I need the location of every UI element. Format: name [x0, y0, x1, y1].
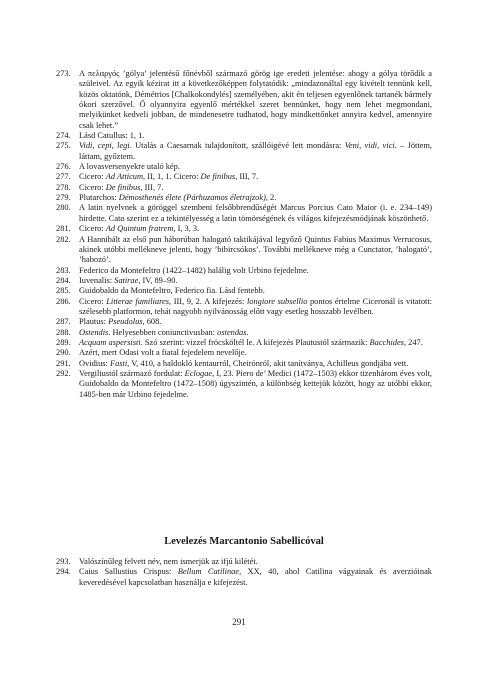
endnote-text: . — [246, 327, 249, 337]
endnote-italic-text: Ad Quintum fratrem — [105, 224, 174, 234]
endnote-text: Federico da Montefeltro (1422–1482) halálig volt Urbino fejedelme. — [79, 265, 309, 275]
endnote — [56, 224, 432, 234]
endnote — [56, 266, 432, 276]
endnote-italic-text: Satirae — [114, 275, 139, 285]
endnote-number: 281. — [56, 224, 71, 234]
endnote-number: 289. — [56, 337, 71, 347]
endnote-number: 292. — [56, 368, 71, 378]
endnote-text: A Hannibált az első pun háborúban halogató taktikájával legyőző Quintus Fabius Maximus Verrucosus, akinek utóbbi melléknevе jelenti, hogy ’bibircsókos’. További mellékneve még a Cunctator, ’halogató’, ’habozó’. — [79, 234, 432, 265]
endnote — [56, 172, 432, 182]
endnote-text: , 608. — [142, 317, 162, 327]
endnote — [56, 317, 432, 327]
endnote-text: , I, 3, 3. — [173, 224, 200, 234]
endnote-text: Plautus: — [79, 317, 109, 327]
endnote-number: 286. — [56, 296, 71, 306]
endnote-italic-text: Veni, vidi, vici — [344, 141, 395, 151]
endnote-italic-text: De finibus — [200, 172, 236, 182]
endnote-italic-text: De finibus — [105, 182, 141, 192]
endnote-italic-text: longiore subsellio — [246, 296, 308, 306]
endnote-text: A latin nyelvnek a göröggel szembeni felsőbbrendűségét Marcus Porcius Cato Maior (i. e. 234–149) hirdette. Cato szerint ez a tekintélyesség a latin tömörségének és világos kifejezésmódjának köszönhető. — [79, 203, 432, 223]
endnote-text: , I, 23. Piero de’ Medici (1472–1503) ekkor tizenhárom éves volt, Guidobaldo da Montefeltro (1472–1508) úgyszintén, a különbség kettejük között, hogy az utóbbi ekkor, 1485-ben már Urbino fejedelme. — [79, 368, 432, 399]
endnote-text: pontos értelme Ciceronál is vitatott: szélesebb platformon, tehát nagyobb nyilvánosság előtt vagy esetleg hosszabb levélben. — [79, 296, 433, 316]
endnote-text: Cicero: — [79, 182, 106, 192]
endnote-number: 277. — [56, 172, 71, 182]
endnote-text: Ovidius: — [79, 358, 110, 368]
endnote — [56, 348, 432, 358]
endnote-number: 288. — [56, 327, 71, 337]
endnote-text: . – Jöttem, láttam, győztem. — [79, 141, 432, 161]
endnote-text: Caius Sallustius Crispus: — [79, 567, 178, 577]
endnote-italic-text: Ad Atticum — [105, 172, 144, 182]
endnote-text: , 2. — [265, 193, 277, 203]
endnote-text: Vergiliustól származó fordulat: — [79, 368, 185, 378]
endnote-number: 284. — [56, 275, 71, 285]
endnote — [56, 338, 432, 348]
endnote — [56, 297, 432, 318]
endnote — [56, 235, 432, 266]
endnote — [56, 567, 432, 588]
endnote-number: 291. — [56, 358, 71, 368]
endnote-number: 278. — [56, 182, 71, 192]
section-heading: Levelezés Marcantonio Sabellicóval — [164, 536, 324, 547]
endnote-text: Plutarchos: — [79, 193, 119, 203]
endnote-italic-text: Eclogae — [184, 368, 213, 378]
endnote — [56, 183, 432, 193]
endnote-text: , II, 1, 1. Cicero: — [143, 172, 201, 182]
endnote-number: 293. — [56, 557, 71, 566]
endnote-text: , V, 410, a haldokló kentaurról, Cheirónról, akit tanítványa, Achilleus gondjába vett. — [127, 358, 409, 368]
endnote-italic-text: Fasti — [109, 358, 128, 368]
endnote-text: , IV, 89–90. — [138, 275, 178, 285]
endnote-number: 283. — [56, 265, 71, 275]
endnote-text: Lásd Catullus: 1, 1. — [79, 131, 145, 141]
endnote — [56, 328, 432, 338]
endnote — [56, 203, 432, 224]
endnote-italic-text: Bellum Catilinae — [177, 567, 240, 577]
endnote-italic-text: ostendas — [217, 327, 247, 337]
endnote-text: . Helyesebben coniunctivusban: — [108, 327, 218, 337]
endnote — [56, 286, 432, 296]
endnote-italic-text: Acquam aspersisti — [79, 337, 141, 347]
endnote-text: Guidobaldo da Montefeltro, Federico fia. Lásd fentebb. — [79, 286, 265, 296]
endnote-number: 280. — [56, 203, 71, 213]
endnote-italic-text: Démosthenés élete (Párhuzamos életrajzok) — [118, 193, 266, 203]
endnote — [56, 141, 432, 162]
endnotes-list-continued — [56, 557, 432, 588]
endnote-italic-text: Pseudolus — [108, 317, 143, 327]
endnote-text: Valószínűleg felvett név, nem ismerjük az ifjú kilétét. — [79, 557, 258, 566]
endnote-text: Azért, mert Odasi volt a fiatal fejedelem nevelője. — [79, 348, 247, 358]
endnote-text: Cicero: — [79, 224, 106, 234]
endnote-text: , III, 9, 2. A kifejezés: — [169, 296, 247, 306]
endnote — [56, 69, 432, 131]
endnote-italic-text: Vidi, cepi, legi — [79, 141, 130, 151]
endnote-text: . Szó szerint: vizzel fröcsköltél le. A kifejezés Plautustól származik: — [140, 337, 370, 347]
endnote-number: 273. — [56, 69, 71, 78]
endnote — [56, 359, 432, 369]
endnote-text: , III, 7. — [235, 172, 259, 182]
endnote-number: 294. — [56, 567, 71, 577]
endnote-number: 275. — [56, 141, 71, 151]
endnote-number: 279. — [56, 193, 71, 203]
endnote — [56, 193, 432, 203]
endnote-italic-text: Ostendis — [79, 327, 109, 337]
endnote-text: A πελαργός ’gólya’ jelentésű főnévből származó görög ige eredeti jelentése: ahogy a gólya törődik a szüleivel. Az egyik kézirat itt a következőképpen folytatódik: „mindazonáltal egy kivételt tennünk kell, közös oktatónk, Démétrios [Chalkokondylés] személyében, akit én teljesen egyenlőnek tartanék bármely ókori szerzővel. Ő olyannyira egyenlő mértékkel szeret bennünket, hogy nem lehet megmondani, melyikünket kedveli jobban, de mindenesetre tudhatod, hogy mindkettőnket annyira kedvel, amennyire csak lehet.” — [79, 69, 432, 130]
endnote-number: 282. — [56, 234, 71, 244]
endnote-number: 274. — [56, 131, 71, 141]
endnote-text: , XX, 40, ahol Catilina vágyainak és averzióinak keveredésével kapcsolatban használja e kifejezést. — [79, 567, 432, 587]
endnote-number: 276. — [56, 162, 71, 172]
endnote-number: 287. — [56, 317, 71, 327]
endnote-text: , III, 7. — [140, 182, 164, 192]
endnote — [56, 369, 432, 400]
endnote-italic-text: Litterae familiares — [106, 296, 170, 306]
endnote-text: Cicero: — [79, 172, 106, 182]
endnote-number: 285. — [56, 286, 71, 296]
endnote-number: 290. — [56, 348, 71, 358]
endnote — [56, 276, 432, 286]
endnote-text: . Utalás a Caesarnak tulajdonított, szállóigévé lett mondásra: — [129, 141, 345, 151]
endnote — [56, 162, 432, 172]
endnote — [56, 557, 432, 567]
endnotes-list — [56, 69, 432, 400]
endnote-italic-text: Bacchides — [369, 337, 404, 347]
endnote-text: , 247. — [403, 337, 423, 347]
endnote-text: Cicero: — [79, 296, 107, 306]
endnote-text: Iuvenalis: — [79, 275, 115, 285]
page-number: 291 — [232, 617, 246, 627]
endnote — [56, 131, 432, 141]
endnote-text: A lovasversenyekre utaló kép. — [79, 162, 180, 172]
